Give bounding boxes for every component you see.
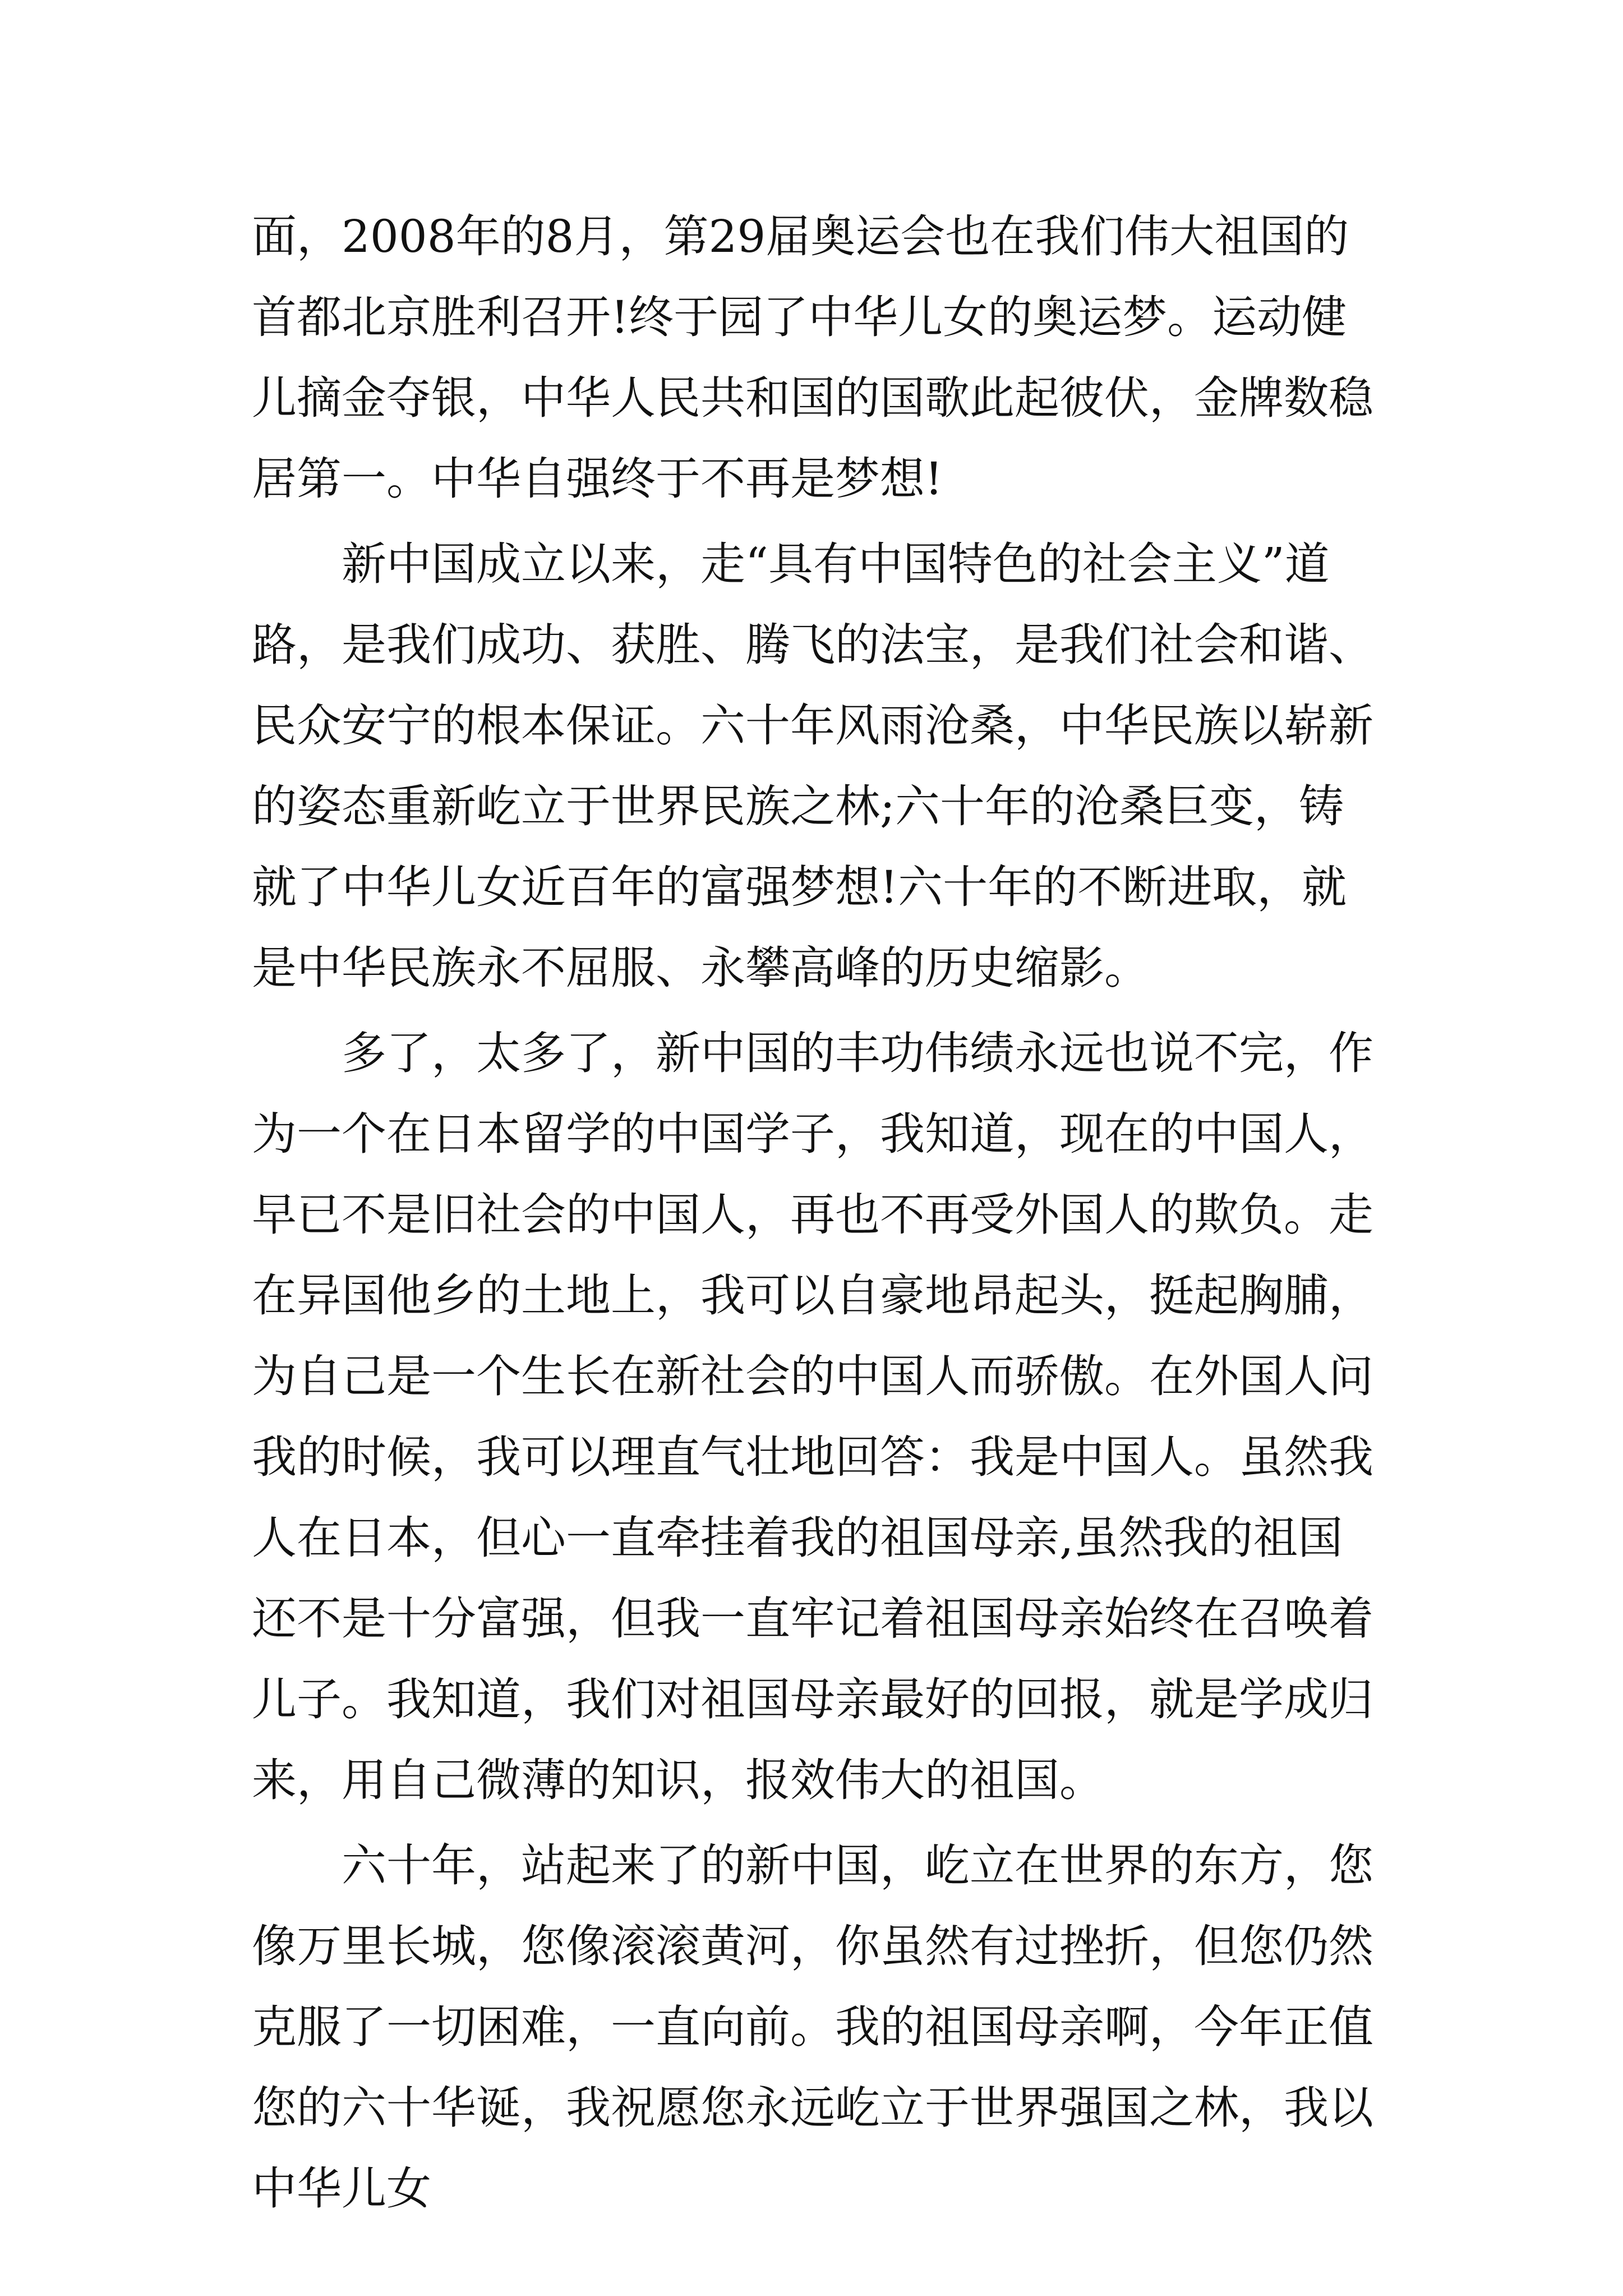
paragraph-4: 六十年，站起来了的新中国，屹立在世界的东方，您像万里长城，您像滚滚黄河，你虽然有过挫折，但您仍然克服了一切困难，一直向前。我的祖国母亲啊，今年正值您的六十华诞，我祝愿您永远屹立于世界强国之林，我以中华儿女 bbox=[252, 1839, 1373, 2215]
paragraph-1: 面，2008年的8月，第29届奥运会也在我们伟大祖国的首都北京胜利召开!终于园了中华儿女的奥运梦。运动健儿摘金夺银，中华人民共和国的国歌此起彼伏，金牌数稳居第一。中华自强终于不再是梦想! bbox=[252, 210, 1373, 505]
paragraph-3: 多了，太多了，新中国的丰功伟绩永远也说不完，作为一个在日本留学的中国学子，我知道，现在的中国人，早已不是旧社会的中国人，再也不再受外国人的欺负。走在异国他乡的土地上，我可以自豪地昂起头，挺起胸脯，为自己是一个生长在新社会的中国人而骄傲。在外国人问我的时候，我可以理直气壮地回答：我是中国人。虽然我人在日本，但心一直牵挂着我的祖国母亲,虽然我的祖国还不是十分富强，但我一直牢记着祖国母亲始终在召唤着儿子。我知道，我们对祖国母亲最好的回报，就是学成归来，用自己微薄的知识，报效伟大的祖国。 bbox=[252, 1027, 1373, 1806]
paragraph-2: 新中国成立以来，走“具有中国特色的社会主义”道路，是我们成功、获胜、腾飞的法宝，是我们社会和谐、民众安宁的根本保证。六十年风雨沧桑，中华民族以崭新的姿态重新屹立于世界民族之林;六十年的沧桑巨变，铸就了中华儿女近百年的富强梦想!六十年的不断进取，就是中华民族永不屈服、永攀高峰的历史缩影。 bbox=[252, 538, 1373, 994]
body-text bbox=[252, 196, 1385, 2229]
